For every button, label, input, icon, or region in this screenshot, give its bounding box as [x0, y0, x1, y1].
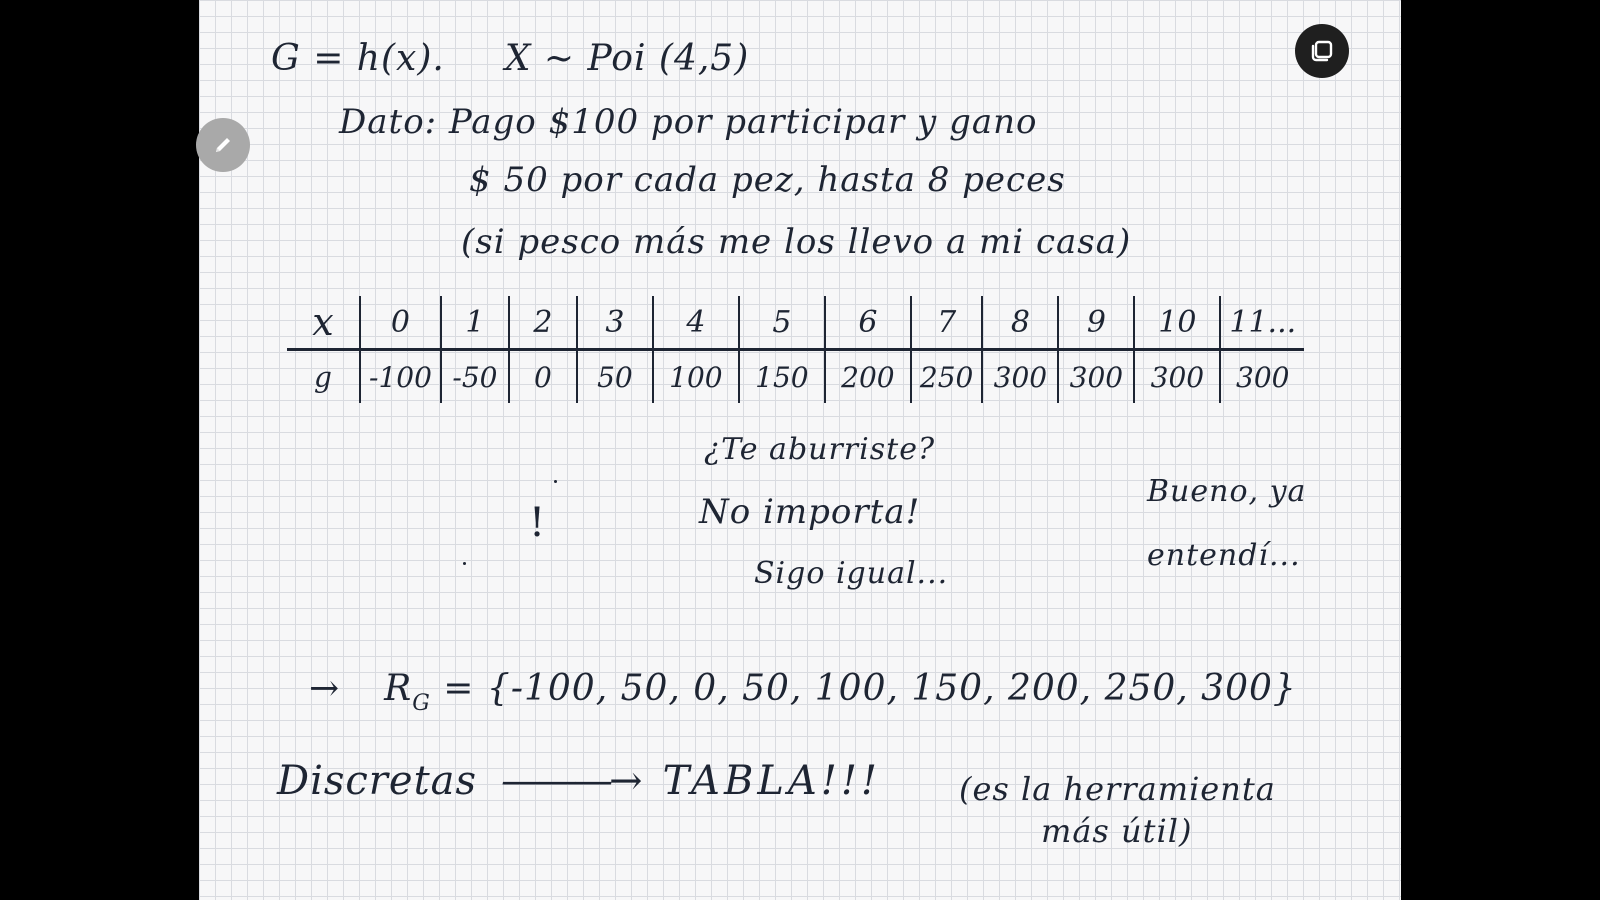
pencil-icon [211, 133, 235, 157]
table-cell-g: -50 [441, 350, 509, 404]
range-equals: = [430, 668, 487, 709]
discretas-word: Discretas [277, 758, 478, 804]
table-cell-g: 200 [825, 350, 911, 404]
table-cell-x: 10 [1134, 296, 1220, 350]
table-cell-g: 150 [739, 350, 825, 404]
stray-dot [463, 562, 466, 565]
bored-question: ¿Te aburriste? [704, 432, 936, 467]
no-matter-note: No importa! [699, 492, 921, 532]
data-statement-line-1: Dato: Pago $100 por participar y gano [339, 102, 1038, 142]
range-statement [309, 668, 1297, 716]
tool-aside-line-1: (es la herramienta [959, 770, 1276, 808]
range-label: R [384, 668, 413, 709]
stray-dot [554, 480, 557, 483]
tabla-word: TABLA!!! [662, 758, 882, 804]
understood-line-2: entendí... [1147, 538, 1301, 573]
poisson-distribution: X ~ Poi (4,5) [504, 38, 750, 79]
tool-aside-line-2: más útil) [1041, 812, 1193, 850]
definition-line [271, 38, 749, 79]
fullscreen-button[interactable] [1295, 24, 1349, 78]
range-set: {-100, 50, 0, 50, 100, 150, 200, 250, 300} [486, 668, 1297, 709]
table-cell-g: 300 [1134, 350, 1220, 404]
understood-note [1147, 460, 1306, 588]
table-cell-x: 2 [509, 296, 577, 350]
table-header-g: g [314, 360, 332, 394]
fullscreen-icon [1309, 38, 1335, 64]
notebook-page [199, 0, 1401, 900]
stray-exclamation: ! [529, 500, 546, 546]
table-cell-g: 300 [982, 350, 1058, 404]
table-cell-x: 1 [441, 296, 509, 350]
table-cell-g: 100 [653, 350, 739, 404]
table-cell-g: 0 [509, 350, 577, 404]
data-statement-line-3: (si pesco más me los llevo a mi casa) [461, 222, 1132, 262]
table-cell-x: 9 [1058, 296, 1134, 350]
table-cell-x: 6 [825, 296, 911, 350]
understood-line-1: Bueno, ya [1147, 474, 1307, 509]
table-row-g [287, 350, 1304, 404]
right-arrow-icon: → [309, 668, 341, 709]
table-cell-x: 3 [577, 296, 653, 350]
table-cell-g: 300 [1058, 350, 1134, 404]
table-cell-x: 5 [739, 296, 825, 350]
same-note: Sigo igual... [754, 556, 949, 591]
data-statement-line-2: $ 50 por cada pez, hasta 8 peces [469, 160, 1066, 200]
table-cell-x: 4 [653, 296, 739, 350]
table-cell-x: 7 [911, 296, 982, 350]
table-cell-x: 0 [360, 296, 441, 350]
discretas-line [277, 758, 881, 804]
table-cell-g: 300 [1220, 350, 1304, 404]
range-subscript: G [412, 691, 431, 716]
annotate-button[interactable] [196, 118, 250, 172]
table-row-x [287, 296, 1304, 350]
table-header-x: x [287, 296, 360, 350]
table-cell-g: -100 [360, 350, 441, 404]
table-cell-g: 250 [911, 350, 982, 404]
long-arrow-icon: ———→ [501, 758, 639, 804]
value-table [287, 296, 1304, 403]
function-definition: G = h(x). [271, 38, 445, 79]
table-cell-x: 11... [1220, 296, 1304, 350]
table-cell-x: 8 [982, 296, 1058, 350]
table-cell-g: 50 [577, 350, 653, 404]
